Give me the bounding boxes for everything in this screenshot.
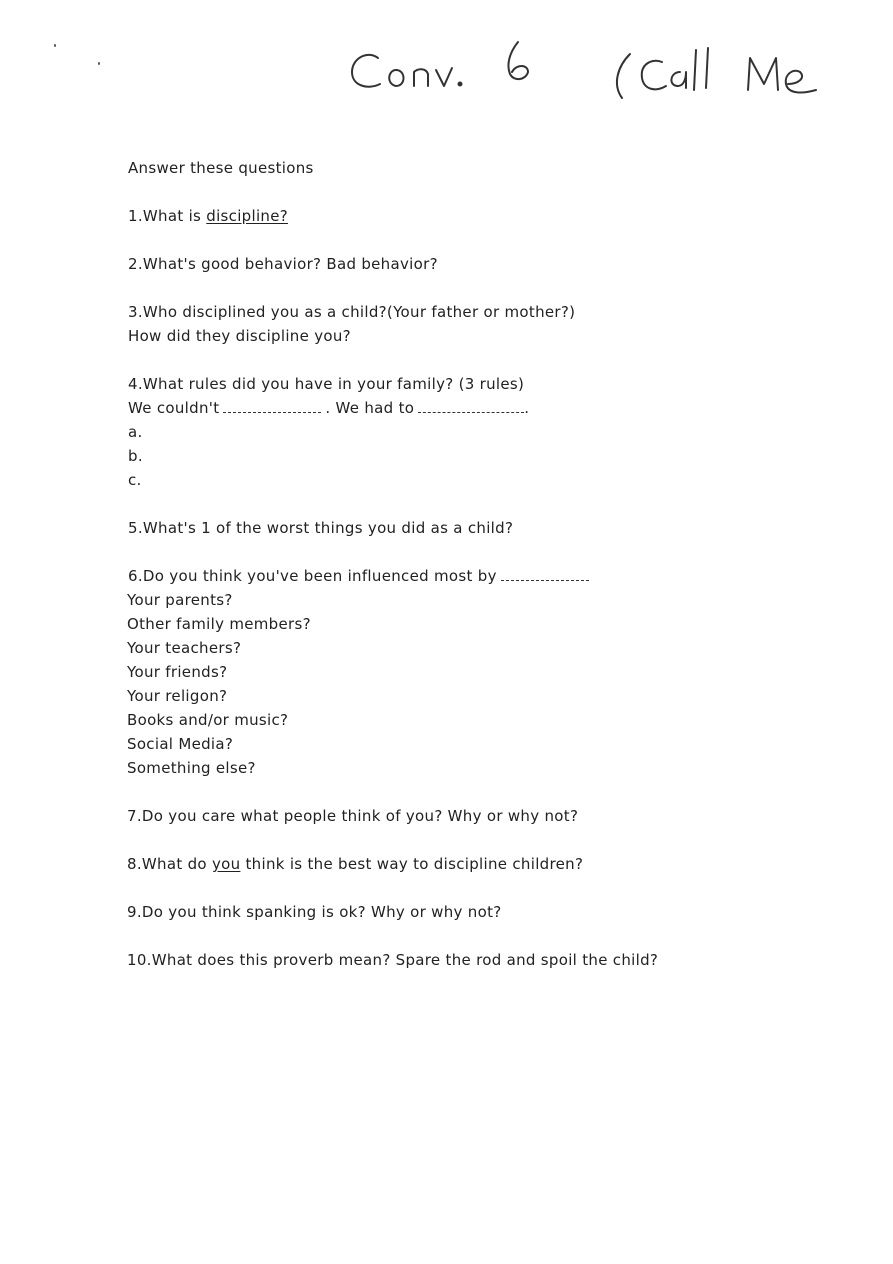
question-4-option-b: b. — [128, 447, 143, 465]
question-1 — [128, 204, 848, 228]
hw-letter — [352, 55, 380, 87]
question-8-suffix: think is the best way to discipline children? — [240, 855, 584, 873]
question-6-option: Your friends? — [127, 663, 228, 681]
hw-letter — [706, 48, 708, 88]
fill-in-blank — [223, 398, 321, 413]
fill-in-blank — [501, 566, 589, 581]
question-1-underlined: discipline? — [206, 207, 289, 225]
hw-dot — [459, 83, 462, 86]
hw-letter — [436, 68, 452, 86]
hw-letter — [642, 61, 666, 89]
question-4-part-c: . — [524, 399, 530, 417]
question-3-line-2: How did they discipline you? — [128, 327, 351, 345]
hw-letter — [617, 54, 630, 98]
question-4-part-a: We couldn't — [128, 399, 220, 417]
question-6-option: Your teachers? — [127, 639, 242, 657]
question-9: 9.Do you think spanking is ok? Why or why not? — [127, 903, 502, 921]
handwritten-title-drawing — [340, 28, 840, 118]
question-6-option: Your parents? — [127, 591, 233, 609]
question-4-option-c: c. — [128, 471, 142, 489]
question-6-text: 6.Do you think you've been influenced most by — [128, 567, 497, 585]
scan-speck — [98, 62, 100, 65]
hw-letter — [694, 50, 696, 90]
question-8-prefix: 8.What do — [127, 855, 212, 873]
question-5: 5.What's 1 of the worst things you did as a child? — [128, 519, 514, 537]
hw-letter — [389, 70, 403, 86]
question-7: 7.Do you care what people think of you? Why or why not? — [127, 807, 579, 825]
question-8 — [127, 852, 848, 876]
question-6-option: Other family members? — [127, 615, 311, 633]
question-4-line-1: 4.What rules did you have in your family? (3 rules) — [128, 375, 525, 393]
question-6-option: Social Media? — [127, 735, 234, 753]
question-1-text: 1.What is — [128, 207, 207, 225]
hw-letter — [748, 58, 778, 90]
hw-letter — [786, 71, 816, 93]
question-6-option: Your religon? — [127, 687, 228, 705]
hw-letter — [508, 42, 528, 79]
question-3-line-1: 3.Who disciplined you as a child?(Your father or mother?) — [128, 303, 576, 321]
worksheet-heading: Answer these questions — [128, 159, 314, 177]
fill-in-blank — [418, 398, 524, 413]
question-6-option: Something else? — [127, 759, 256, 777]
question-8-underlined: you — [211, 855, 241, 873]
question-2: 2.What's good behavior? Bad behavior? — [128, 255, 438, 273]
scan-speck — [54, 44, 56, 47]
handwritten-title — [340, 28, 840, 118]
hw-letter — [671, 72, 686, 88]
question-10: 10.What does this proverb mean? Spare the rod and spoil the child? — [127, 951, 659, 969]
question-4-option-a: a. — [128, 423, 143, 441]
worksheet-body — [128, 156, 848, 972]
question-6-option: Books and/or music? — [127, 711, 289, 729]
question-4-line-2 — [128, 396, 848, 420]
question-6-line-1 — [128, 564, 848, 588]
question-4-part-b: . We had to — [325, 399, 415, 417]
hw-letter — [414, 69, 428, 86]
